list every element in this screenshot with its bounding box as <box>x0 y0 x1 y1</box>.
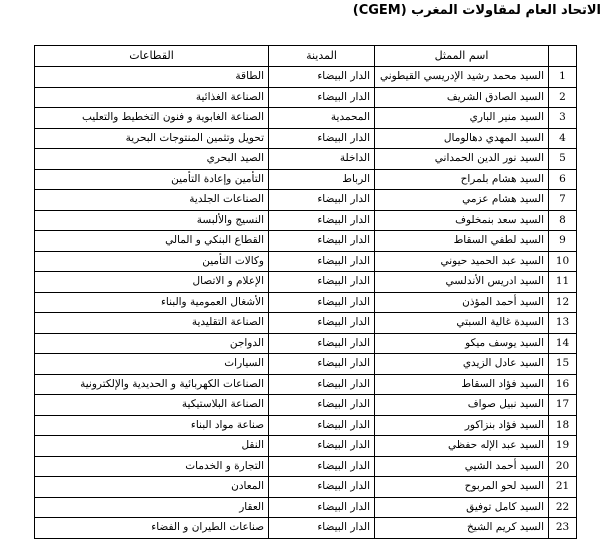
header-sector: القطاعات <box>35 46 269 67</box>
row-sector: الصناعة الغابوية و فنون التخطيط والتعليب <box>35 108 269 129</box>
table-row <box>35 415 577 436</box>
row-sector: تحويل وتثمين المنتوجات البحرية <box>35 128 269 149</box>
row-sector: الطاقة <box>35 67 269 88</box>
row-number: 13 <box>549 313 577 334</box>
row-sector: الإعلام و الاتصال <box>35 272 269 293</box>
table-header-row <box>35 46 577 67</box>
row-name: السيد فؤاد بنزاكور <box>375 415 549 436</box>
row-number: 1 <box>549 67 577 88</box>
row-number: 14 <box>549 333 577 354</box>
row-city: الدار البيضاء <box>269 87 375 108</box>
row-name: السيد عبد الإله حفظي <box>375 436 549 457</box>
table-row <box>35 128 577 149</box>
row-name: السيدة غالية السبتي <box>375 313 549 334</box>
row-name: السيد المهدي دهالومال <box>375 128 549 149</box>
header-name: اسم الممثل <box>375 46 549 67</box>
row-sector: صناعة مواد البناء <box>35 415 269 436</box>
row-name: السيد لطفي السقاط <box>375 231 549 252</box>
row-sector: العقار <box>35 497 269 518</box>
row-city: الدار البيضاء <box>269 477 375 498</box>
table-row <box>35 456 577 477</box>
row-sector: الأشغال العمومية والبناء <box>35 292 269 313</box>
table-row <box>35 149 577 170</box>
row-city: الدار البيضاء <box>269 313 375 334</box>
row-city: الدار البيضاء <box>269 374 375 395</box>
table-row <box>35 67 577 88</box>
row-name: السيد نور الدين الحمداني <box>375 149 549 170</box>
row-sector: التأمين وإعادة التأمين <box>35 169 269 190</box>
row-sector: الصناعات الجلدية <box>35 190 269 211</box>
table-row <box>35 374 577 395</box>
row-sector: النسيج والألبسة <box>35 210 269 231</box>
row-city: الدار البيضاء <box>269 67 375 88</box>
row-number: 19 <box>549 436 577 457</box>
table-row <box>35 436 577 457</box>
table-row <box>35 292 577 313</box>
row-number: 15 <box>549 354 577 375</box>
row-name: السيد أحمد المؤذن <box>375 292 549 313</box>
row-city: الدار البيضاء <box>269 210 375 231</box>
table-row <box>35 190 577 211</box>
row-name: السيد محمد رشيد الإدريسي القيطوني <box>375 67 549 88</box>
row-city: الدار البيضاء <box>269 128 375 149</box>
row-sector: الدواجن <box>35 333 269 354</box>
row-city: الدار البيضاء <box>269 333 375 354</box>
row-sector: الصناعات الكهربائية و الحديدية والإلكترونية <box>35 374 269 395</box>
row-name: السيد هشام عزمي <box>375 190 549 211</box>
row-sector: وكالات التأمين <box>35 251 269 272</box>
row-number: 9 <box>549 231 577 252</box>
table-row <box>35 497 577 518</box>
row-number: 16 <box>549 374 577 395</box>
row-name: السيد الصادق الشريف <box>375 87 549 108</box>
row-name: السيد سعد بنمخلوف <box>375 210 549 231</box>
table-row <box>35 313 577 334</box>
table-row <box>35 272 577 293</box>
row-name: السيد عادل الزيدي <box>375 354 549 375</box>
table-row <box>35 354 577 375</box>
row-city: الرباط <box>269 169 375 190</box>
representatives-table <box>34 45 577 539</box>
row-city: الداخلة <box>269 149 375 170</box>
row-city: الدار البيضاء <box>269 456 375 477</box>
row-sector: صناعات الطيران و الفضاء <box>35 518 269 539</box>
row-city: الدار البيضاء <box>269 272 375 293</box>
row-number: 5 <box>549 149 577 170</box>
row-name: السيد ادريس الأندلسي <box>375 272 549 293</box>
row-sector: النقل <box>35 436 269 457</box>
row-city: الدار البيضاء <box>269 292 375 313</box>
row-number: 12 <box>549 292 577 313</box>
row-sector: الصناعة الغذائية <box>35 87 269 108</box>
row-name: السيد عبد الحميد حيوني <box>375 251 549 272</box>
row-name: السيد أحمد الشيي <box>375 456 549 477</box>
row-city: الدار البيضاء <box>269 354 375 375</box>
row-number: 10 <box>549 251 577 272</box>
row-city: الدار البيضاء <box>269 415 375 436</box>
table-row <box>35 231 577 252</box>
table-row <box>35 169 577 190</box>
row-sector: الصناعة التقليدية <box>35 313 269 334</box>
table-row <box>35 251 577 272</box>
table-row <box>35 210 577 231</box>
row-name: السيد كريم الشيخ <box>375 518 549 539</box>
row-sector: الصناعة البلاستيكية <box>35 395 269 416</box>
row-city: الدار البيضاء <box>269 231 375 252</box>
table-row <box>35 87 577 108</box>
row-sector: السيارات <box>35 354 269 375</box>
row-number: 6 <box>549 169 577 190</box>
row-name: السيد يوسف ميكو <box>375 333 549 354</box>
row-number: 17 <box>549 395 577 416</box>
table-row <box>35 108 577 129</box>
table-row <box>35 395 577 416</box>
row-city: الدار البيضاء <box>269 497 375 518</box>
header-city: المدينة <box>269 46 375 67</box>
row-name: السيد نبيل صواف <box>375 395 549 416</box>
row-city: الدار البيضاء <box>269 190 375 211</box>
table-row <box>35 477 577 498</box>
row-city: المحمدية <box>269 108 375 129</box>
row-sector: التجارة و الخدمات <box>35 456 269 477</box>
row-number: 8 <box>549 210 577 231</box>
row-number: 3 <box>549 108 577 129</box>
row-city: الدار البيضاء <box>269 251 375 272</box>
row-name: السيد فؤاد السقاط <box>375 374 549 395</box>
row-city: الدار البيضاء <box>269 395 375 416</box>
row-city: الدار البيضاء <box>269 518 375 539</box>
row-number: 20 <box>549 456 577 477</box>
row-number: 2 <box>549 87 577 108</box>
document-title: الاتحاد العام لمقاولات المغرب (CGEM) <box>352 3 601 18</box>
row-number: 11 <box>549 272 577 293</box>
row-number: 7 <box>549 190 577 211</box>
header-number <box>549 46 577 67</box>
row-number: 21 <box>549 477 577 498</box>
row-number: 23 <box>549 518 577 539</box>
row-number: 18 <box>549 415 577 436</box>
row-sector: القطاع البنكي و المالي <box>35 231 269 252</box>
row-name: السيد كامل توفيق <box>375 497 549 518</box>
row-number: 4 <box>549 128 577 149</box>
row-number: 22 <box>549 497 577 518</box>
row-sector: الصيد البحري <box>35 149 269 170</box>
row-name: السيد منير الباري <box>375 108 549 129</box>
table-row <box>35 333 577 354</box>
row-name: السيد هشام بلمراح <box>375 169 549 190</box>
table-row <box>35 518 577 539</box>
row-sector: المعادن <box>35 477 269 498</box>
row-name: السيد لحو المربوح <box>375 477 549 498</box>
row-city: الدار البيضاء <box>269 436 375 457</box>
